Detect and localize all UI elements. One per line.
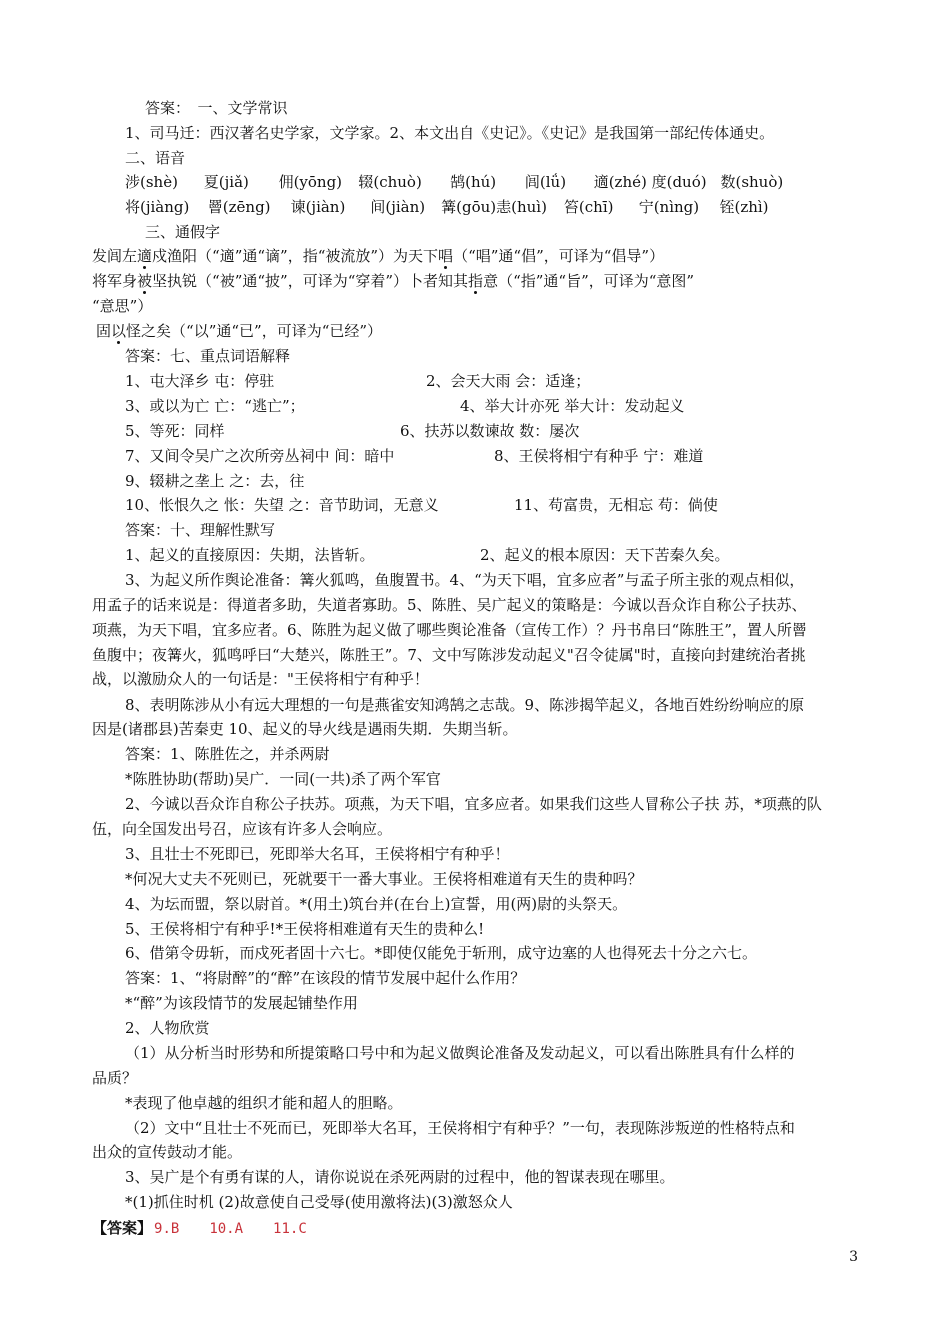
text-line: 2、今诚以吾众诈自称公子扶苏。项燕，为天下唱，宜多应者。如果我们这些人冒称公子扶 苏，*项燕的队	[125, 795, 822, 813]
text-run: 坚执锐（“被”通“披”，可译为“穿着”）卜者知其	[152, 272, 469, 290]
pinyin-item: 数(shuò)	[720, 173, 784, 191]
text-line: （2）文中“且壮士不死而已，死即举大名耳，王侯将相宁有种乎？”一句，表现陈涉叛逆的性格特点和	[125, 1119, 795, 1137]
text-line: 鱼腹中；夜篝火，狐鸣呼曰“大楚兴，陈胜王”。7、文中写陈涉发动起义"召令徒属"时，直接向封建统治者挑	[92, 646, 806, 664]
section-heading-tongjia: 三、通假字	[145, 223, 221, 241]
text-line: *何况大丈夫不死则已，死就要干一番大事业。王侯将相难道有天生的贵种吗？	[125, 870, 643, 888]
vocab-item: 10、怅恨久之 怅：失望 之：音节助词，无意义	[125, 496, 439, 514]
vocab-item: 4、举大计亦死 举大计：发动起义	[460, 397, 685, 415]
pinyin-item: 笞(chī)	[563, 198, 614, 216]
text-run: 固	[96, 322, 112, 340]
dictation-item: 2、起义的根本原因：天下苦秦久矣。	[480, 546, 730, 564]
text-line: 1、司马迁：西汉著名史学家，文学家。2、本文出自《史记》。《史记》是我国第一部纪传体通史。	[125, 124, 775, 142]
emphasized-char: 以	[111, 322, 127, 340]
pinyin-item: 鹄(hú)	[450, 173, 497, 191]
text-line: 项燕，为天下唱，宜多应者。6、陈胜为起义做了哪些舆论准备（宣传工作）？丹书帛曰“陈胜王”，置人所罾	[92, 621, 807, 639]
answer-value: 9.B	[154, 1221, 180, 1237]
emphasized-char: 唱	[438, 247, 454, 265]
text-run: 怪之矣（“以”通“已”，可译为“已经”）	[126, 322, 383, 340]
vocab-item: 6、扶苏以数谏故 数：屡次	[400, 422, 580, 440]
answer-value: 11.C	[273, 1221, 307, 1237]
text-line: 品质？	[92, 1069, 138, 1087]
tongjia-line-1	[92, 246, 664, 266]
pinyin-item: 将(jiàng)	[125, 198, 190, 216]
pinyin-item: 適(zhé) 度(duó)	[593, 173, 707, 191]
text-line: 3、为起义所作舆论准备：篝火狐鸣，鱼腹置书。4、“为天下唱，宜多应者”与孟子所主张的观点相似，	[125, 571, 805, 589]
text-line: 4、为坛而盟，祭以尉首。*(用土)筑台并(在台上)宣誓，用(两)尉的头祭天。	[125, 895, 628, 913]
text-line: 2、人物欣赏	[125, 1019, 210, 1037]
text-line: 6、借第令毋斩，而戍死者固十六七。*即使仅能免于斩刑，成守边塞的人也得死去十分之六七。	[125, 944, 758, 962]
emphasized-char: 被	[137, 272, 153, 290]
answer-literature-heading: 答案： 一、文学常识	[145, 99, 288, 117]
text-line: 5、王侯将相宁有种乎!*王侯将相难道有天生的贵种么!	[125, 920, 485, 938]
vocab-item: 11、苟富贵，无相忘 苟：倘使	[514, 496, 718, 514]
text-line: “意思”）	[92, 297, 153, 315]
pinyin-item: 谏(jiàn)	[290, 198, 346, 216]
answer-vocab-heading: 答案：七、重点词语解释	[125, 347, 291, 365]
answer-analysis-heading: 答案：1、“将尉醉”的“醉”在该段的情节发展中起什么作用？	[125, 969, 526, 987]
pinyin-item: 涉(shè)	[125, 173, 178, 191]
pinyin-item: 佣(yōng)	[278, 173, 343, 191]
pinyin-item: 间(jiàn)	[370, 198, 426, 216]
pronunciation-row-1	[125, 172, 783, 192]
pinyin-item: 罾(zēng)	[207, 198, 271, 216]
emphasized-char: 適	[137, 247, 153, 265]
text-run: 发闾左	[92, 247, 138, 265]
section-heading-pronunciation: 二、语音	[125, 149, 186, 167]
pinyin-item: 宁(nìng)	[638, 198, 700, 216]
text-line: （1）从分析当时形势和所提策略口号中和为起义做舆论准备及发动起义，可以看出陈胜具有什么样的	[125, 1044, 795, 1062]
text-line: 8、表明陈涉从小有远大理想的一句是燕雀安知鸿鹄之志哉。9、陈涉揭竿起义，各地百姓纷纷响应的原	[125, 696, 805, 714]
text-line: *陈胜协助(帮助)吴广．一同(一共)杀了两个军官	[125, 770, 441, 788]
tongjia-line-2	[92, 271, 694, 291]
pinyin-item: 辍(chuò)	[358, 173, 422, 191]
text-run: 戍渔阳（“適”通“谪”，指“被流放”）为天下	[152, 247, 439, 265]
vocab-item: 1、屯大泽乡 屯：停驻	[125, 372, 275, 390]
answer-dictation-heading: 答案：十、理解性默写	[125, 521, 276, 539]
vocab-item: 8、王侯将相宁有种乎 宁：难道	[494, 447, 704, 465]
vocab-item: 2、会天大雨 会：适逢；	[426, 372, 591, 390]
page-number: 3	[849, 1249, 858, 1265]
vocab-item: 3、或以为亡 亡：“逃亡”；	[125, 397, 305, 415]
text-run: 意（“指”通“旨”，可译为“意图”	[483, 272, 695, 290]
vocab-item: 5、等死：同样	[125, 422, 225, 440]
text-run: 将军身	[92, 272, 138, 290]
vocab-item: 7、又间令吴广之次所旁丛祠中 间：暗中	[125, 447, 395, 465]
text-line: *(1)抓住时机 (2)故意使自己受辱(使用激将法)(3)激怒众人	[125, 1193, 513, 1211]
answer-translation-heading: 答案：1、陈胜佐之，并杀两尉	[125, 745, 330, 763]
text-run: （“唱”通“倡”，可译为“倡导”）	[453, 247, 665, 265]
pinyin-item: 闾(lǘ)	[524, 173, 567, 191]
text-line: *“醉”为该段情节的发展起铺垫作用	[125, 994, 358, 1012]
pinyin-item: 铚(zhì)	[719, 198, 769, 216]
pronunciation-row-2	[125, 197, 769, 217]
text-line: 因是(诸郡县)苦秦吏 10、起义的导火线是遇雨失期．失期当斩。	[92, 720, 518, 738]
emphasized-char: 指	[468, 272, 484, 290]
text-line: 出众的宣传鼓动才能。	[92, 1143, 243, 1161]
pinyin-item: 夏(jiǎ)	[203, 173, 249, 191]
text-line: 用孟子的话来说是：得道者多助，失道者寡助。5、陈胜、吴广起义的策略是：今诚以吾众诈自称公子扶苏、	[92, 596, 807, 614]
text-line: 伍，向全国发出号召，应该有许多人会响应。	[92, 820, 393, 838]
vocab-item: 9、辍耕之垄上 之：去，往	[125, 472, 305, 490]
text-line: 3、吴广是个有勇有谋的人，请你说说在杀死两尉的过程中，他的智谋表现在哪里。	[125, 1168, 675, 1186]
text-line: *表现了他卓越的组织才能和超人的胆略。	[125, 1094, 403, 1112]
text-line: 3、且壮士不死即已，死即举大名耳，王侯将相宁有种乎！	[125, 845, 510, 863]
answer-key-line	[92, 1218, 307, 1239]
text-line: 战，以激励众人的一句话是："王侯将相宁有种乎！	[92, 670, 429, 688]
tongjia-line-3	[96, 321, 382, 341]
answer-key-label: 【答案】	[92, 1219, 153, 1237]
answer-value: 10.A	[209, 1221, 244, 1237]
pinyin-item: 篝(gōu)恚(huì)	[441, 198, 547, 216]
dictation-item: 1、起义的直接原因：失期，法皆斩。	[125, 546, 375, 564]
